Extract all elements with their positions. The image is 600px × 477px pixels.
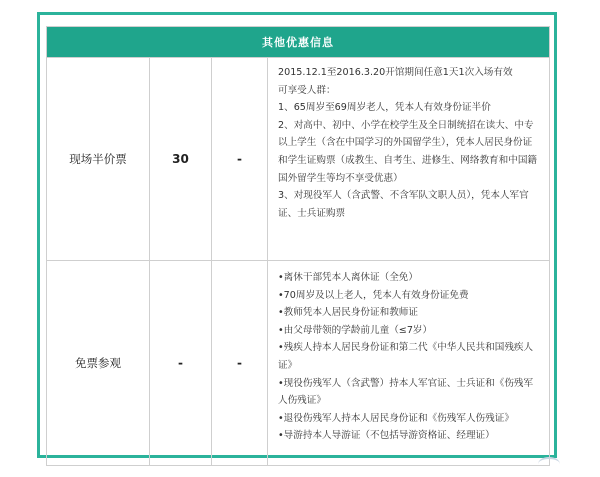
table-header-row	[47, 27, 550, 58]
table-row-half-price	[47, 58, 550, 261]
ticket-type-half-price: 现场半价票	[47, 58, 150, 261]
description-line: •由父母带领的学龄前儿童（≤7岁）	[278, 324, 433, 336]
ticket-description-free	[268, 261, 550, 466]
corner-decoration	[538, 457, 560, 471]
ticket-description-half-price	[268, 58, 550, 261]
description-line: •残疾人持本人居民身份证和第二代《中华人民共和国残疾人证》	[278, 342, 534, 371]
description-line: •离休干部凭本人离休证（全免）	[278, 272, 418, 283]
description-line: •退役伤残军人持本人居民身份证和《伤残军人伤残证》	[278, 412, 514, 424]
ticket-type-free: 免票参观	[47, 261, 150, 466]
ticket-extra-free: -	[212, 261, 268, 466]
description-line: •教师凭本人居民身份证和教师证	[278, 307, 418, 319]
ticket-price-free: -	[150, 261, 212, 466]
description-line: •70周岁及以上老人，凭本人有效身份证免费	[278, 289, 469, 301]
discount-info-table	[46, 26, 550, 466]
description-line: 2015.12.1至2016.3.20开馆期间任意1天1次入场有效	[278, 67, 513, 78]
description-line: 3、对现役军人（含武警、不含军队文职人员），凭本人军官证、士兵证购票	[278, 190, 529, 219]
ticket-price-half-price: 30	[150, 58, 212, 261]
description-line: 2、对高中、初中、小学在校学生及全日制统招在读大、中专以上学生（含在中国学习的外国留学生），凭本人居民身份证和学生证购票（成教生、自考生、进修生、网络教育和中国籍国外留学生等均不享受优惠）	[278, 119, 538, 184]
table-row-free	[47, 261, 550, 466]
description-line: 1、65周岁至69周岁老人，凭本人有效身份证半价	[278, 102, 491, 114]
description-line: •现役伤残军人（含武警）持本人军官证、士兵证和《伤残军人伤残证》	[278, 377, 534, 407]
description-line: 可享受人群：	[278, 84, 336, 96]
table-title: 其他优惠信息	[47, 27, 550, 58]
ticket-extra-half-price: -	[212, 58, 268, 261]
description-line: •导游持本人导游证（不包括导游资格证、经理证）	[278, 430, 495, 442]
